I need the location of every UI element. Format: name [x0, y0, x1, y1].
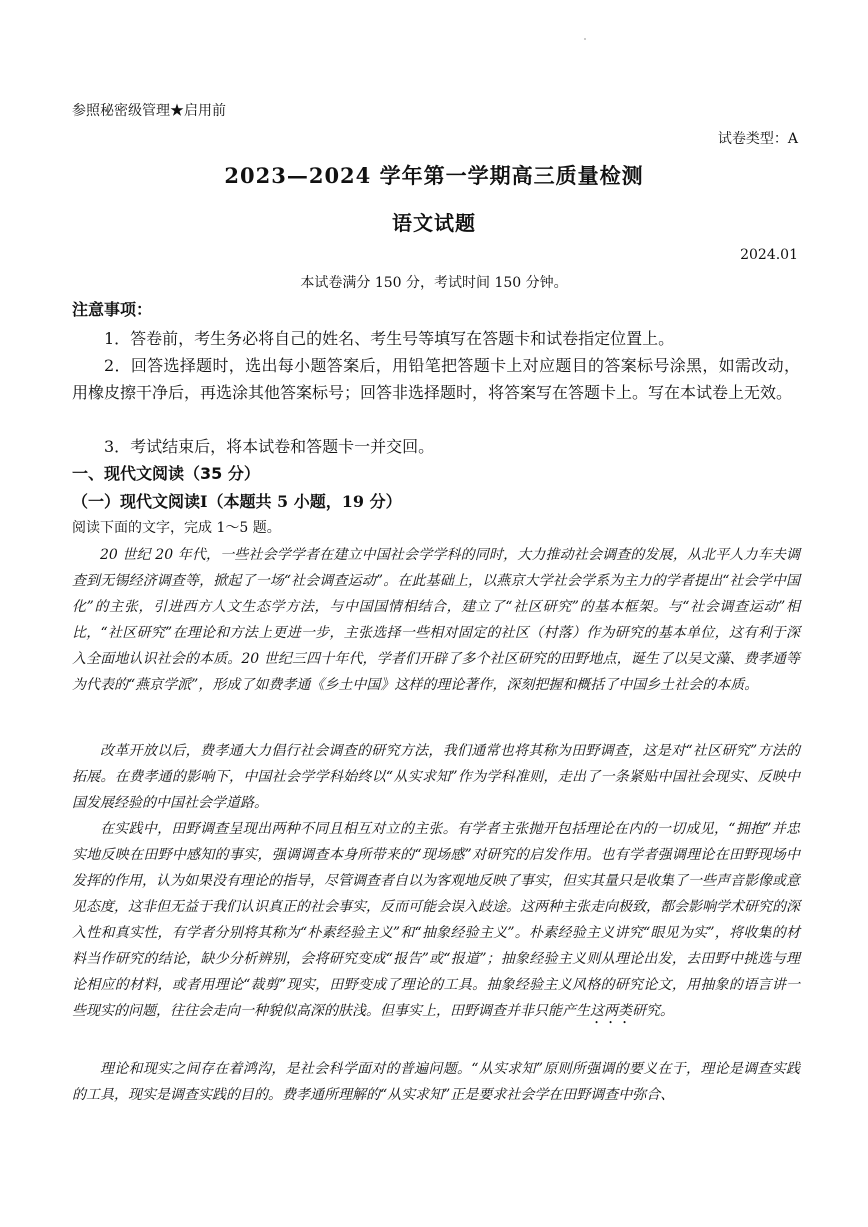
exam-title: 2023—2024 学年第一学期高三质量检测 — [224, 163, 644, 188]
notice-heading: 注意事项： — [72, 300, 153, 319]
section-subtitle: （一）现代文阅读Ⅰ（本题共 5 小题，19 分） — [72, 492, 402, 511]
secret-label: 参照秘密级管理★启用前 — [72, 103, 226, 119]
scan-dot — [584, 38, 586, 40]
passage-paragraph-1: 20 世纪 20 年代，一些社会学学者在建立中国社会学学科的同时，大力推动社会调查的发展，从北平人力车夫调查到无锡经济调查等，掀起了一场“社会调查运动”。在此基础上，以燕京大学社会学系为主力的学者提出“社会学中国化”的主张，引进西方人文生态学方法，与中国国情相结合，建立了“社区研究”的基本框架。与“社会调查运动”相比，“社区研究”在理论和方法上更进一步，主张选择一些相对固定的社区（村落）作为研究的基本单位，这有利于深入全面地认识社会的本质。20 世纪三四十年代，学者们开辟了多个社区研究的田野地点，诞生了以吴文藻、费孝通等为代表的“燕京学派”，形成了如费孝通《乡土中国》这样的理论著作，深刻把握和概括了中国乡土社会的本质。 — [72, 547, 800, 693]
paragraph-3-text: 在实践中，田野调查呈现出两种不同且相互对立的主张。有学者主张抛开包括理论在内的一切成见，“拥抱”并忠实地反映在田野中感知的事实，强调调查本身所带来的“现场感”对研究的启发作用。也有学者强调理论在田野现场中发挥的作用，认为如果没有理论的指导，尽管调查者自以为客观地反映了事实，但实其量只是收集了一些声音影像或意见态度，这非但无益于我们认识真正的社会事实，反而可能会误入歧途。这两种主张走向极致，都会影响学术研究的深入性和真实性，有学者分别将其称为“朴素经验主义”和“抽象经验主义”。朴素经验主义讲究“眼见为实”，将收集的材料当作研究的结论，缺少分析辨别，会将研究变成“报告”或“报道”；抽象经验主义则从理论出发，去田野中挑选与理论相应的材料，或者用理论“裁剪”现实，田野变成了理论的工具。抽象经验主义风格的研究论文，用抽象的语言讲一些现实的问题，往往会走向一种貌似高深的肤浅。但事实上，田野调查并非只能产生 — [72, 821, 800, 1019]
reading-instruction: 阅读下面的文字，完成 1～5 题。 — [72, 520, 281, 536]
notice-item-1: 1．答卷前，考生务必将自己的姓名、考生号等填写在答题卡和试卷指定位置上。 — [104, 329, 675, 348]
paragraph-3-end: 研究。 — [632, 1003, 674, 1019]
passage-paragraph-4: 理论和现实之间存在着鸿沟，是社会科学面对的普遍问题。“从实求知”原则所强调的要义在于，理论是调查实践的工具，现实是调查实践的目的。费孝通所理解的“从实求知”正是要求社会学在田野调查中弥合、 — [72, 1061, 800, 1103]
section-title: 一、现代文阅读（35 分） — [72, 464, 260, 483]
passage-paragraph-3 — [72, 816, 800, 1027]
exam-subtitle: 语文试题 — [392, 211, 476, 235]
exam-date: 2024.01 — [740, 247, 798, 263]
notice-item-2: 2．回答选择题时，选出每小题答案后，用铅笔把答题卡上对应题目的答案标号涂黑，如需改动，用橡皮擦干净后，再选涂其他答案标号；回答非选择题时，将答案写在答题卡上。写在本试卷上无效。 — [72, 356, 800, 402]
emphasized-phrase: 这两类 — [590, 1003, 632, 1019]
paper-type: 试卷类型：A — [717, 131, 798, 147]
notice-item-3: 3．考试结束后，将本试卷和答题卡一并交回。 — [104, 437, 435, 456]
exam-info: 本试卷满分 150 分，考试时间 150 分钟。 — [300, 275, 568, 291]
passage-paragraph-2: 改革开放以后，费孝通大力倡行社会调查的研究方法，我们通常也将其称为田野调查，这是对“社区研究”方法的拓展。在费孝通的影响下，中国社会学学科始终以“从实求知”作为学科准则，走出了一条紧贴中国社会现实、反映中国发展经验的中国社会学道路。 — [72, 743, 800, 811]
